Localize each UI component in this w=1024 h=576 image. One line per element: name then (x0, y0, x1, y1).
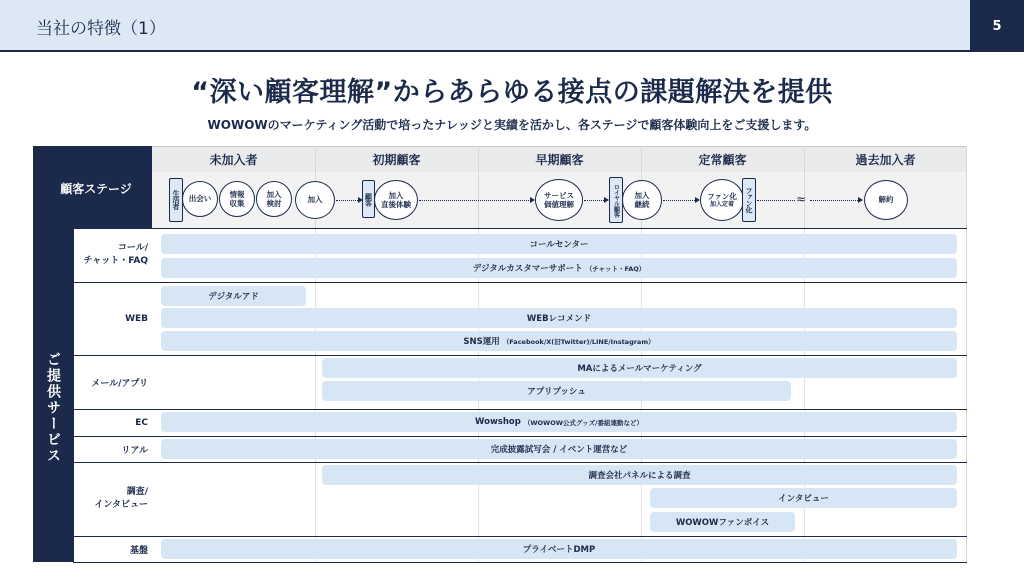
service-sns-label: SNS運用 (463, 337, 500, 347)
journey-cancel: 解約 (864, 180, 908, 220)
row-divider (73, 536, 967, 537)
service-panel-survey-label: 調査会社パネルによる調査 (588, 471, 691, 481)
tag-fan: ファン化 (742, 178, 756, 222)
stage-non-member: 未加入者 (209, 152, 258, 167)
service-wowshop-note: （WOWOW公式グッズ/番組連動など） (523, 418, 643, 427)
service-ma-mail-label: MAによるメールマーケティング (577, 364, 702, 374)
service-fan-voice (650, 512, 795, 532)
stage-initial-customer: 初期顧客 (372, 152, 421, 167)
category-mail-app: メール/アプリ (91, 378, 148, 389)
journey-info-gathering: 情報 収集 (219, 181, 255, 217)
service-private-dmp (161, 539, 957, 559)
journey-join: 加入 (295, 181, 335, 219)
customer-stage-label: 顧客ステージ (60, 182, 132, 196)
journey-fan (700, 179, 744, 221)
flow-arrow (584, 200, 606, 201)
service-private-dmp-label: プライベートDMP (522, 545, 596, 555)
divider (966, 146, 967, 562)
flow-arrow (810, 200, 860, 201)
tag-lifestyle: 生活者 (169, 178, 183, 222)
divider (478, 146, 479, 228)
category-call-chat: コール/ チャット・FAQ (83, 243, 148, 266)
journey-post-join: 加入 直後体験 (374, 180, 418, 220)
service-digital-cs-note: （チャット・FAQ） (585, 264, 646, 273)
row-divider (73, 282, 967, 283)
journey-fan-label: ファン化 (707, 191, 737, 201)
category-real: リアル (121, 445, 148, 456)
service-sns (161, 331, 957, 351)
service-interview-label: インタビュー (778, 494, 829, 504)
stage-former-member: 過去加入者 (855, 152, 916, 167)
service-wowshop-label: Wowshop (475, 417, 521, 427)
service-interview (650, 488, 957, 508)
stage-regular-customer: 定常顧客 (698, 152, 747, 167)
row-divider (73, 355, 967, 356)
service-digital-cs (161, 258, 957, 278)
service-fan-voice-label: WOWOWファンボイス (675, 518, 770, 528)
service-web-recommend (161, 308, 957, 328)
service-events (161, 439, 957, 459)
service-panel-survey (322, 465, 957, 485)
category-survey: 調査/ インタビュー (94, 487, 148, 510)
journey-value-understanding: サービス 価値理解 (535, 179, 583, 221)
category-web: WEB (125, 313, 148, 324)
service-ma-mail (322, 358, 957, 378)
journey-consider: 加入 検討 (256, 181, 292, 217)
stage-early-customer: 早期顧客 (535, 152, 584, 167)
service-call-center-label: コールセンター (529, 240, 589, 250)
service-events-label: 完成披露試写会 / イベント運営など (490, 445, 628, 455)
grid-line (804, 228, 805, 562)
service-digital-ad-label: デジタルアド (208, 292, 259, 302)
flow-arrow (336, 200, 360, 201)
flow-arrow (757, 200, 795, 201)
service-digital-cs-label: デジタルカスタマーサポート (472, 264, 583, 274)
service-sns-note: （Facebook/X(旧Twitter)/LINE/Instagram） (502, 337, 655, 346)
flow-arrow (663, 200, 697, 201)
journey-encounter: 出会い (182, 181, 218, 217)
row-divider (73, 562, 967, 563)
services-label: ご提供サービス (45, 352, 61, 464)
service-app-push-label: アプリプッシュ (527, 387, 586, 397)
journey-continue: 加入 継続 (622, 180, 662, 220)
row-divider (73, 228, 967, 229)
row-divider (73, 436, 967, 437)
category-base: 基盤 (129, 545, 148, 556)
service-app-push (322, 381, 791, 401)
service-wowshop (161, 412, 957, 432)
row-divider (73, 409, 967, 410)
grid-line (315, 228, 316, 562)
arrowhead (858, 197, 863, 203)
row-left-border (73, 228, 74, 562)
page-section-title: 当社の特徴（1） (36, 19, 166, 39)
service-call-center (161, 234, 957, 254)
journey-fan-sublabel: 加入定着 (709, 200, 734, 208)
divider (804, 146, 805, 228)
break-mark: ≈ (796, 192, 807, 206)
tag-customer: 顧客 (362, 180, 375, 218)
flow-arrow (419, 200, 531, 201)
service-digital-ad (161, 286, 306, 306)
service-web-recommend-label: WEBレコメンド (526, 314, 592, 324)
tag-loyal-customer: ロイヤル顧客 (609, 177, 623, 223)
subheadline: WOWOWのマーケティング活動で培ったナレッジと実績を活かし、各ステージで顧客体験向上をご支援します。 (207, 118, 817, 132)
headline: “深い顧客理解”からあらゆる接点の課題解決を提供 (191, 77, 833, 108)
row-divider (73, 462, 967, 463)
page-number: 5 (970, 0, 1024, 52)
category-ec: EC (135, 417, 148, 428)
header-bar (0, 0, 970, 52)
